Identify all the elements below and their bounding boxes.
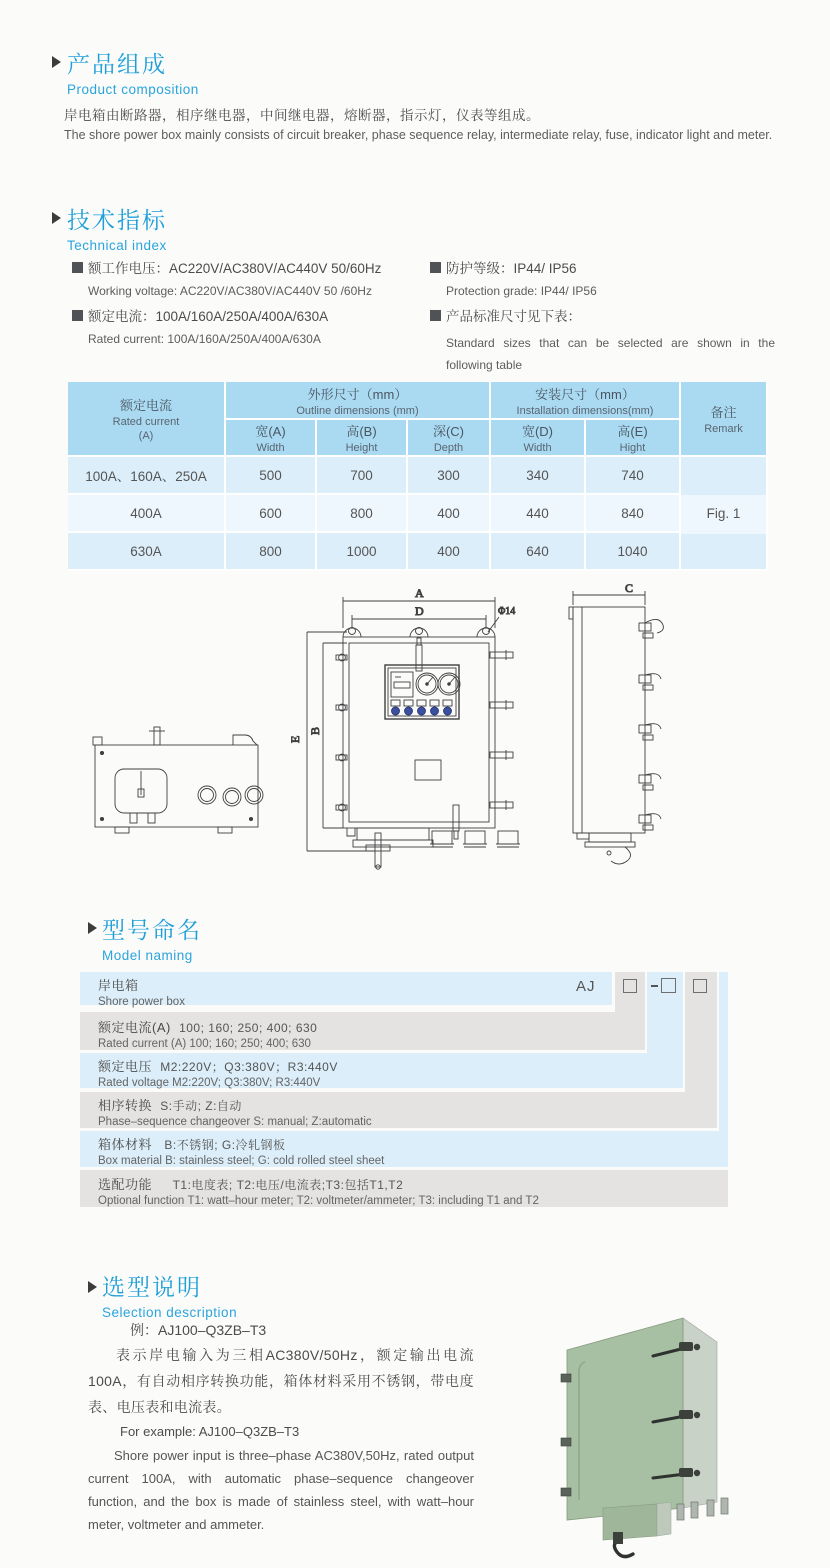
model-code-box-optional bbox=[693, 979, 707, 993]
selection-body-cn: 表示岸电输入为三相AC380V/50Hz，额定输出电流100A，有自动相序转换功能，箱体材料采用不锈钢，带电度表、电压表和电流表。 bbox=[88, 1347, 474, 1415]
naming-row-product: 岸电箱 Shore power box bbox=[80, 972, 612, 1005]
composition-title-en: Product composition bbox=[67, 82, 199, 97]
model-code-prefix: AJ bbox=[576, 978, 596, 995]
composition-body-en: The shore power box mainly consists of circuit breaker, phase sequence relay, intermediate relay, fuse, indicator light and meter. bbox=[64, 128, 773, 142]
composition-section-header bbox=[67, 46, 199, 97]
th-installation-dimensions: 安装尺寸（mm） Installation dimensions(mm) bbox=[491, 382, 681, 420]
meter-panel bbox=[385, 665, 460, 719]
technical-title-en: Technical index bbox=[67, 238, 167, 253]
selection-title-cn: 选型说明 bbox=[102, 1274, 202, 1300]
bullet-square-icon bbox=[430, 262, 441, 273]
spec-rated-current bbox=[72, 305, 422, 346]
spec-working-voltage bbox=[72, 257, 422, 298]
th-depth-c: 深(C) Depth bbox=[408, 420, 491, 457]
spec-protection-grade bbox=[430, 257, 780, 298]
drawing-front-view bbox=[288, 586, 520, 869]
selection-body-en: Shore power input is three–phase AC380V,50Hz, rated output current 100A, with automatic phase–sequence changeover function, and the box is made of stainless steel, with watt–hour meter, voltmeter and ammeter. bbox=[88, 1448, 474, 1532]
spec-standard-sizes-en: Standard sizes that can be selected are shown in the following table bbox=[446, 336, 775, 372]
composition-arrow-icon bbox=[52, 56, 61, 68]
spec-protection-grade-en: Protection grade: IP44/ IP56 bbox=[446, 284, 597, 298]
product-photo bbox=[545, 1290, 810, 1562]
model-code-box-voltage bbox=[661, 978, 676, 993]
svg-text:E: E bbox=[288, 735, 302, 743]
spec-standard-sizes bbox=[430, 305, 775, 376]
spec-protection-grade-cn: 防护等级：IP44/ IP56 bbox=[446, 261, 577, 276]
bullet-square-icon bbox=[72, 310, 83, 321]
th-rated-current: 额定电流 Rated current (A) bbox=[68, 382, 226, 457]
bottom-bracket bbox=[347, 828, 433, 869]
model-code-box-current bbox=[623, 979, 637, 993]
svg-text:D: D bbox=[415, 604, 424, 618]
model-section-header bbox=[102, 912, 202, 963]
bullet-square-icon bbox=[72, 262, 83, 273]
th-hight-e: 高(E) Hight bbox=[586, 420, 681, 457]
naming-row-material: 箱体材料 B:不锈钢; G:冷轧钢板 Box material B: stainless steel; G: cold rolled steel sheet bbox=[80, 1131, 728, 1167]
th-width-d: 宽(D) Width bbox=[491, 420, 586, 457]
spec-standard-sizes-cn: 产品标准尺寸见下表： bbox=[446, 309, 581, 324]
composition-title-cn: 产品组成 bbox=[67, 51, 167, 77]
composition-body-cn: 岸电箱由断路器，相序继电器，中间继电器，熔断器，指示灯，仪表等组成。 bbox=[64, 108, 540, 123]
cable-glands bbox=[430, 831, 520, 847]
th-remark: 备注 Remark bbox=[681, 382, 768, 457]
technical-drawing bbox=[85, 583, 775, 883]
spec-working-voltage-cn: 额工作电压：AC220V/AC380V/AC440V 50/60Hz bbox=[88, 261, 382, 276]
svg-text:Φ14: Φ14 bbox=[498, 606, 516, 617]
model-title-en: Model naming bbox=[102, 948, 193, 963]
naming-row-optional: 选配功能 T1:电度表; T2:电压/电流表;T3:包括T1,T2 Optional function T1: watt–hour meter; T2: voltmeter/ammeter; T3: including T1 and T2 bbox=[80, 1170, 728, 1207]
bullet-square-icon bbox=[430, 310, 441, 321]
selection-section-header bbox=[102, 1269, 237, 1320]
th-outline-dimensions: 外形尺寸（mm） Outline dimensions (mm) bbox=[226, 382, 491, 420]
selection-arrow-icon bbox=[88, 1281, 97, 1293]
model-title-cn: 型号命名 bbox=[102, 917, 202, 943]
selection-example-en: For example: AJ100–Q3ZB–T3 bbox=[120, 1424, 300, 1439]
svg-text:B: B bbox=[308, 726, 322, 735]
naming-row-voltage: 额定电压 M2:220V；Q3:380V；R3:440V Rated voltage M2:220V; Q3:380V; R3:440V bbox=[80, 1053, 683, 1088]
technical-title-cn: 技术指标 bbox=[67, 207, 167, 233]
table-row: 400A 600 800 400 440 840 bbox=[68, 495, 768, 533]
naming-row-current: 额定电流(A) 100; 160; 250; 400; 630 Rated current (A) 100; 160; 250; 400; 630 bbox=[80, 1012, 645, 1050]
spec-working-voltage-en: Working voltage: AC220V/AC380V/AC440V 50 /60Hz bbox=[88, 284, 372, 298]
table-row: 100A、160A、250A 500 700 300 340 740 Fig. 1 bbox=[68, 457, 768, 495]
selection-title-en: Selection description bbox=[102, 1305, 238, 1320]
door-bolts bbox=[336, 654, 347, 811]
spec-rated-current-en: Rated current: 100A/160A/250A/400A/630A bbox=[88, 332, 321, 346]
indicator-lamps bbox=[391, 700, 452, 715]
technical-section-header bbox=[67, 202, 167, 253]
svg-text:A: A bbox=[415, 586, 424, 600]
selection-example-cn: 例：AJ100–Q3ZB–T3 bbox=[130, 1322, 267, 1338]
model-naming-diagram bbox=[80, 970, 728, 1207]
model-arrow-icon bbox=[88, 922, 97, 934]
svg-text:C: C bbox=[625, 583, 634, 595]
remark-cell: Fig. 1 bbox=[681, 457, 768, 571]
drawing-bottom-view bbox=[93, 727, 263, 833]
spec-rated-current-cn: 额定电流：100A/160A/250A/400A/630A bbox=[88, 309, 329, 324]
side-latches bbox=[639, 619, 663, 830]
size-table bbox=[68, 382, 768, 571]
naming-row-phase: 相序转换 S:手动; Z:自动 Phase–sequence changeover S: manual; Z:automatic bbox=[80, 1092, 717, 1128]
model-code-dash bbox=[651, 985, 658, 987]
drawing-side-view bbox=[569, 583, 663, 864]
th-width-a: 宽(A) Width bbox=[226, 420, 317, 457]
table-row: 630A 800 1000 400 640 1040 bbox=[68, 533, 768, 571]
door-hinges bbox=[490, 650, 513, 810]
technical-arrow-icon bbox=[52, 212, 61, 224]
th-height-b: 高(B) Height bbox=[317, 420, 408, 457]
